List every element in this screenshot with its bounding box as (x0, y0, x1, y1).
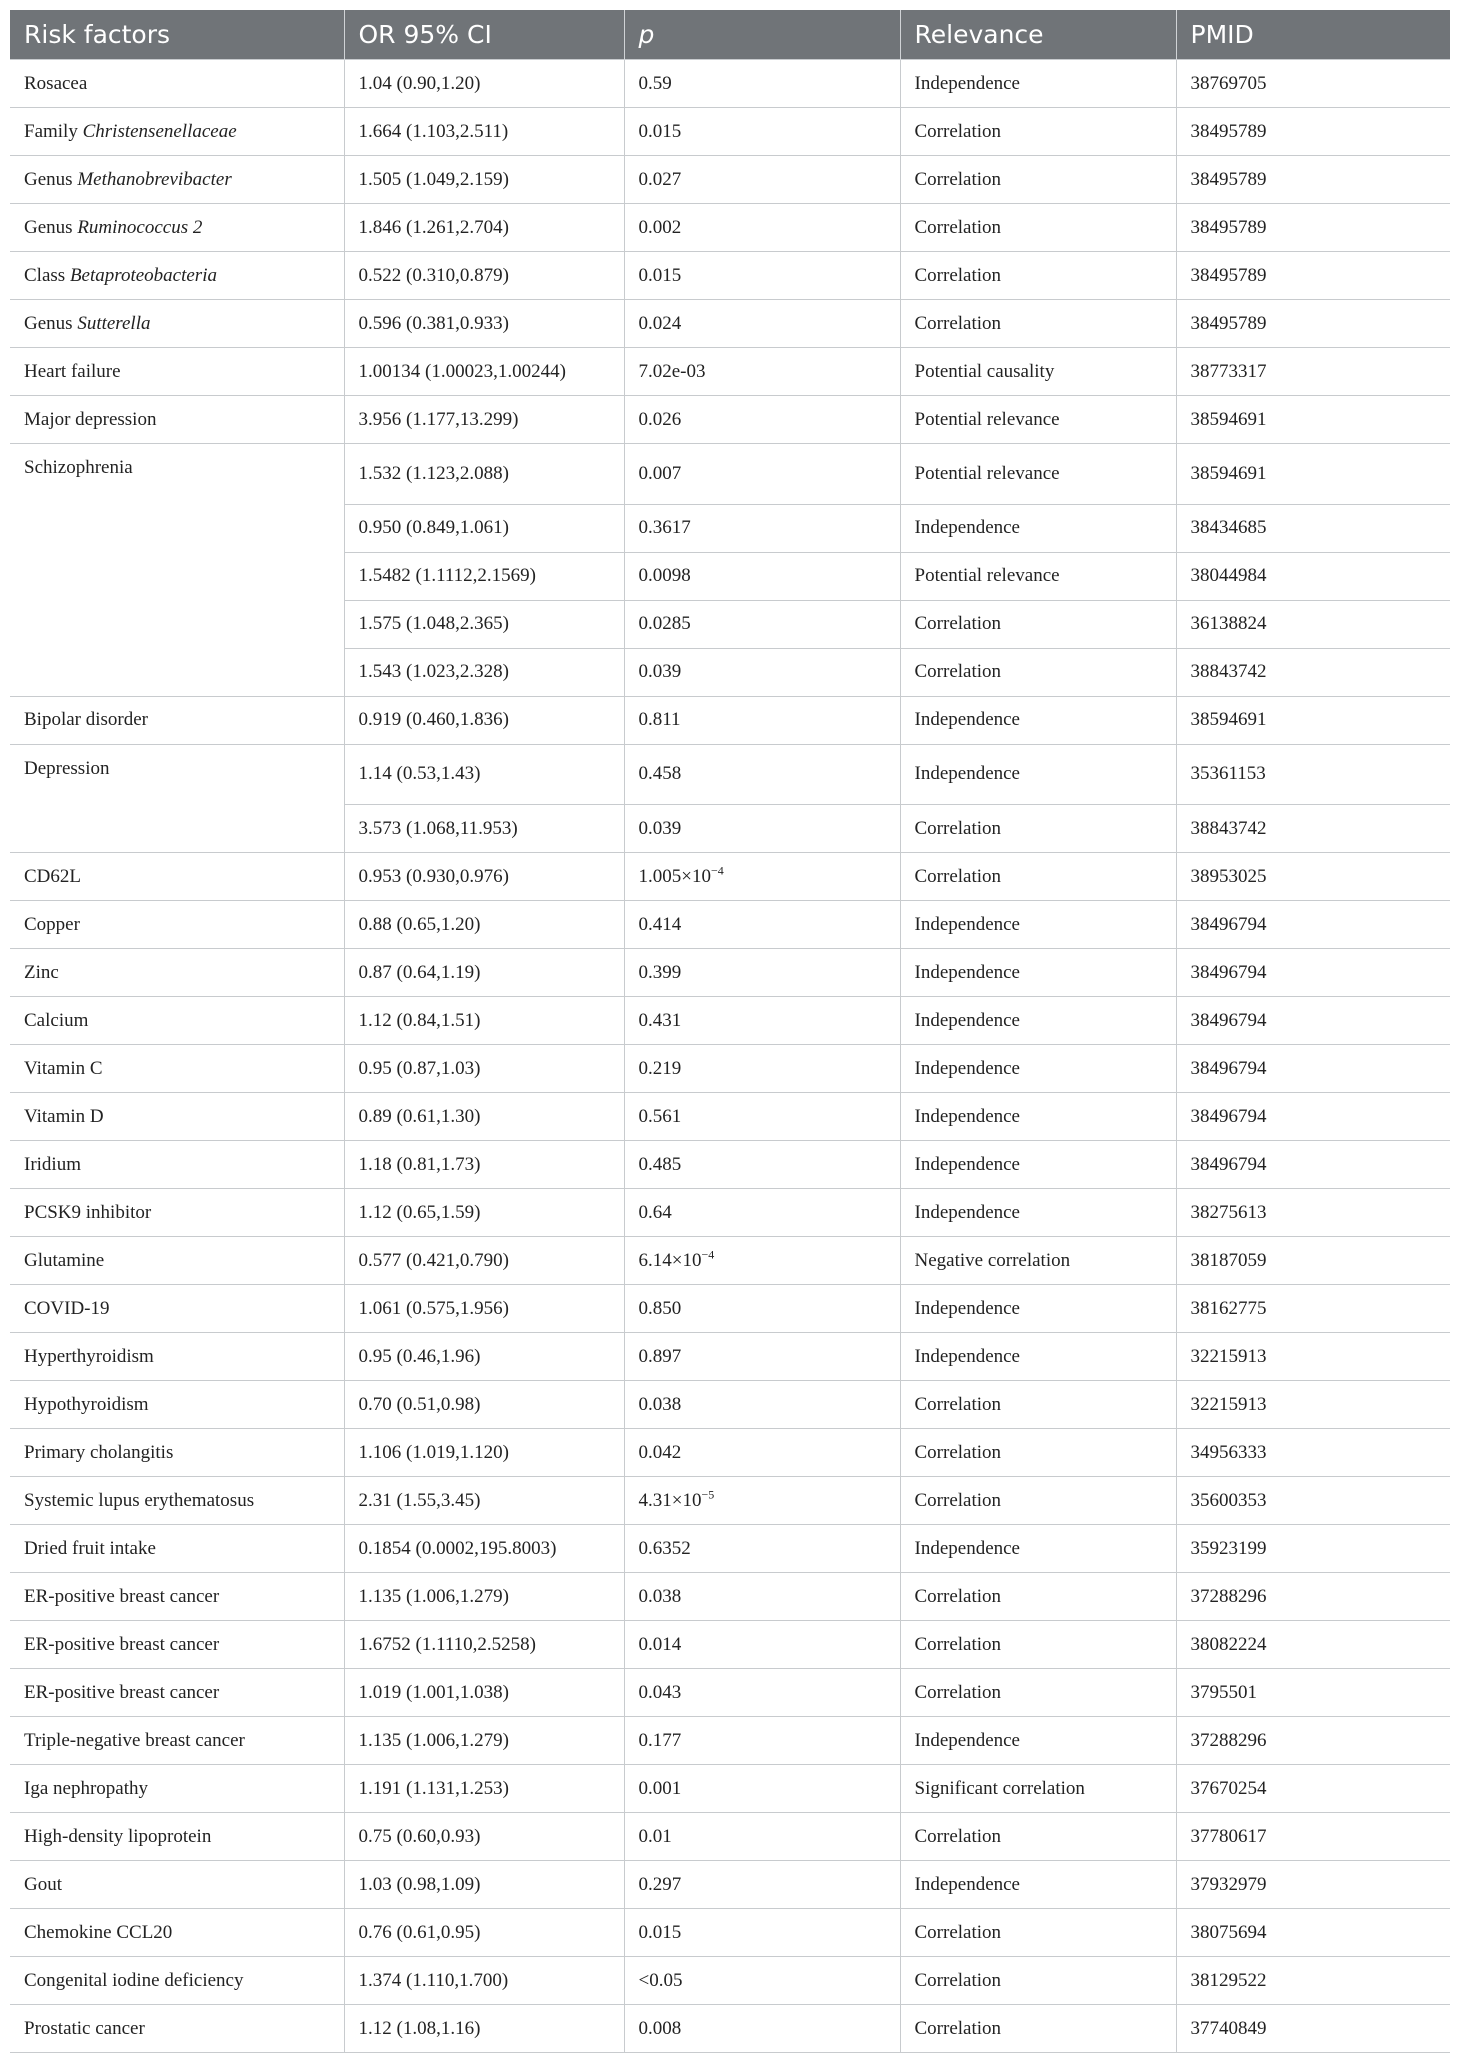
cell-relevance: Independence (900, 1045, 1176, 1093)
cell-pmid: 38075694 (1176, 1909, 1450, 1957)
cell-p-value: 0.297 (624, 1861, 900, 1909)
cell-pmid: 35600353 (1176, 1477, 1450, 1525)
cell-p-value: 0.811 (624, 696, 900, 744)
cell-relevance: Correlation (900, 805, 1176, 853)
cell-p-value: 0.458 (624, 744, 900, 805)
cell-or-ci: 1.135 (1.006,1.279) (344, 1573, 624, 1621)
cell-pmid: 38496794 (1176, 1045, 1450, 1093)
table-body (10, 60, 1450, 2053)
cell-p-value: 0.3617 (624, 504, 900, 552)
cell-relevance: Independence (900, 1141, 1176, 1189)
cell-or-ci: 1.5482 (1.1112,2.1569) (344, 552, 624, 600)
cell-risk-factor: Rosacea (10, 60, 344, 108)
table-row (10, 696, 1450, 744)
table-row (10, 1285, 1450, 1333)
header-risk-factors[interactable]: Risk factors (10, 10, 344, 60)
cell-p-value: 0.038 (624, 1381, 900, 1429)
cell-pmid: 38496794 (1176, 1093, 1450, 1141)
risk-factors-table (10, 10, 1450, 2053)
cell-or-ci: 3.573 (1.068,11.953) (344, 805, 624, 853)
table-row (10, 1237, 1450, 1285)
cell-p-value: 0.561 (624, 1093, 900, 1141)
header-or-ci[interactable]: OR 95% CI (344, 10, 624, 60)
cell-or-ci: 1.575 (1.048,2.365) (344, 600, 624, 648)
cell-or-ci: 0.953 (0.930,0.976) (344, 853, 624, 901)
cell-relevance: Correlation (900, 1429, 1176, 1477)
cell-or-ci: 1.846 (1.261,2.704) (344, 204, 624, 252)
cell-pmid: 38187059 (1176, 1237, 1450, 1285)
cell-risk-factor: High-density lipoprotein (10, 1813, 344, 1861)
cell-risk-factor: Iga nephropathy (10, 1765, 344, 1813)
cell-pmid: 38594691 (1176, 444, 1450, 505)
cell-or-ci: 0.95 (0.46,1.96) (344, 1333, 624, 1381)
cell-relevance: Independence (900, 1861, 1176, 1909)
table-row (10, 744, 1450, 805)
cell-pmid: 38953025 (1176, 853, 1450, 901)
cell-risk-factor: Schizophrenia (10, 444, 344, 505)
cell-p-value: 0.015 (624, 108, 900, 156)
cell-p-value: 0.431 (624, 997, 900, 1045)
cell-relevance: Correlation (900, 1909, 1176, 1957)
table-row (10, 1477, 1450, 1525)
table-row (10, 997, 1450, 1045)
cell-risk-factor: Gout (10, 1861, 344, 1909)
cell-risk-factor: Hypothyroidism (10, 1381, 344, 1429)
cell-risk-factor: Dried fruit intake (10, 1525, 344, 1573)
cell-relevance: Independence (900, 1189, 1176, 1237)
cell-p-value: 0.015 (624, 252, 900, 300)
cell-p-value: 0.014 (624, 1621, 900, 1669)
cell-risk-factor: Depression (10, 744, 344, 805)
cell-or-ci: 0.88 (0.65,1.20) (344, 901, 624, 949)
cell-or-ci: 1.00134 (1.00023,1.00244) (344, 348, 624, 396)
cell-pmid: 38594691 (1176, 396, 1450, 444)
cell-risk-factor: PCSK9 inhibitor (10, 1189, 344, 1237)
cell-p-value: 0.002 (624, 204, 900, 252)
table-row (10, 1765, 1450, 1813)
cell-p-value: 0.008 (624, 2005, 900, 2053)
cell-risk-factor: Calcium (10, 997, 344, 1045)
cell-pmid: 37780617 (1176, 1813, 1450, 1861)
table-row (10, 396, 1450, 444)
cell-or-ci: 0.522 (0.310,0.879) (344, 252, 624, 300)
cell-or-ci: 1.019 (1.001,1.038) (344, 1669, 624, 1717)
cell-pmid: 38495789 (1176, 300, 1450, 348)
cell-p-value: 0.007 (624, 444, 900, 505)
risk-factor-rank: Genus (24, 216, 78, 238)
p-value-exponent: −5 (701, 1487, 715, 1502)
cell-pmid: 37932979 (1176, 1861, 1450, 1909)
cell-or-ci: 1.505 (1.049,2.159) (344, 156, 624, 204)
cell-pmid: 34956333 (1176, 1429, 1450, 1477)
cell-risk-factor: Primary cholangitis (10, 1429, 344, 1477)
cell-pmid: 36138824 (1176, 600, 1450, 648)
cell-risk-factor (10, 252, 344, 300)
cell-pmid: 38495789 (1176, 252, 1450, 300)
cell-relevance: Independence (900, 901, 1176, 949)
table-row (10, 552, 1450, 600)
cell-pmid: 38843742 (1176, 805, 1450, 853)
cell-pmid: 38082224 (1176, 1621, 1450, 1669)
table-row (10, 1621, 1450, 1669)
risk-factor-rank: Genus (24, 312, 78, 334)
cell-pmid: 38496794 (1176, 901, 1450, 949)
cell-pmid: 38129522 (1176, 1957, 1450, 2005)
p-value-base: 6.14×10 (638, 1249, 702, 1271)
cell-pmid: 37288296 (1176, 1573, 1450, 1621)
cell-or-ci: 1.664 (1.103,2.511) (344, 108, 624, 156)
table-row (10, 156, 1450, 204)
risk-factor-taxon: Ruminococcus 2 (77, 216, 203, 238)
cell-risk-factor: Prostatic cancer (10, 2005, 344, 2053)
cell-pmid: 38843742 (1176, 648, 1450, 696)
cell-risk-factor: Vitamin C (10, 1045, 344, 1093)
cell-or-ci: 0.596 (0.381,0.933) (344, 300, 624, 348)
header-p[interactable]: p (624, 10, 900, 60)
cell-risk-factor: Bipolar disorder (10, 696, 344, 744)
cell-p-value: 0.038 (624, 1573, 900, 1621)
cell-or-ci: 0.950 (0.849,1.061) (344, 504, 624, 552)
cell-risk-factor (10, 300, 344, 348)
risk-factors-table-container (10, 10, 1450, 2053)
cell-or-ci: 0.87 (0.64,1.19) (344, 949, 624, 997)
cell-risk-factor (10, 504, 344, 552)
table-row (10, 1669, 1450, 1717)
cell-pmid: 38496794 (1176, 1141, 1450, 1189)
table-row (10, 1717, 1450, 1765)
cell-risk-factor: Vitamin D (10, 1093, 344, 1141)
cell-or-ci: 1.543 (1.023,2.328) (344, 648, 624, 696)
table-row (10, 1525, 1450, 1573)
cell-p-value (624, 1477, 900, 1525)
cell-p-value: 0.001 (624, 1765, 900, 1813)
cell-relevance: Correlation (900, 1477, 1176, 1525)
cell-pmid: 37740849 (1176, 2005, 1450, 2053)
cell-risk-factor (10, 108, 344, 156)
cell-p-value: 0.0098 (624, 552, 900, 600)
cell-relevance: Correlation (900, 1957, 1176, 2005)
table-row (10, 1045, 1450, 1093)
cell-or-ci: 0.75 (0.60,0.93) (344, 1813, 624, 1861)
table-row (10, 1189, 1450, 1237)
table-row (10, 1381, 1450, 1429)
cell-or-ci: 0.76 (0.61,0.95) (344, 1909, 624, 1957)
cell-relevance: Correlation (900, 2005, 1176, 2053)
cell-risk-factor (10, 805, 344, 853)
table-row (10, 444, 1450, 505)
cell-pmid: 38275613 (1176, 1189, 1450, 1237)
cell-relevance: Independence (900, 696, 1176, 744)
cell-risk-factor (10, 600, 344, 648)
cell-relevance: Correlation (900, 252, 1176, 300)
table-row (10, 108, 1450, 156)
cell-pmid: 38495789 (1176, 108, 1450, 156)
cell-risk-factor: COVID-19 (10, 1285, 344, 1333)
cell-p-value: 0.64 (624, 1189, 900, 1237)
cell-pmid: 38044984 (1176, 552, 1450, 600)
cell-pmid: 38495789 (1176, 156, 1450, 204)
cell-p-value: 0.043 (624, 1669, 900, 1717)
cell-relevance: Potential causality (900, 348, 1176, 396)
risk-factor-rank: Class (24, 264, 70, 286)
cell-or-ci: 0.70 (0.51,0.98) (344, 1381, 624, 1429)
cell-p-value: <0.05 (624, 1957, 900, 2005)
table-header-row (10, 10, 1450, 60)
table-row (10, 348, 1450, 396)
cell-relevance: Potential relevance (900, 552, 1176, 600)
cell-relevance: Independence (900, 60, 1176, 108)
cell-relevance: Correlation (900, 156, 1176, 204)
cell-or-ci: 0.577 (0.421,0.790) (344, 1237, 624, 1285)
cell-relevance: Correlation (900, 853, 1176, 901)
cell-relevance: Negative correlation (900, 1237, 1176, 1285)
cell-p-value: 0.042 (624, 1429, 900, 1477)
cell-risk-factor (10, 204, 344, 252)
cell-risk-factor: Zinc (10, 949, 344, 997)
cell-pmid: 38594691 (1176, 696, 1450, 744)
table-row (10, 1141, 1450, 1189)
risk-factor-taxon: Christensenellaceae (82, 120, 237, 142)
p-value-exponent: −4 (701, 1247, 715, 1262)
cell-relevance: Correlation (900, 1669, 1176, 1717)
cell-relevance: Independence (900, 504, 1176, 552)
table-row (10, 1333, 1450, 1381)
cell-pmid: 38495789 (1176, 204, 1450, 252)
cell-or-ci: 1.14 (0.53,1.43) (344, 744, 624, 805)
table-row (10, 901, 1450, 949)
cell-relevance: Independence (900, 949, 1176, 997)
cell-or-ci: 1.04 (0.90,1.20) (344, 60, 624, 108)
cell-p-value: 7.02e-03 (624, 348, 900, 396)
cell-pmid: 32215913 (1176, 1381, 1450, 1429)
cell-pmid: 38769705 (1176, 60, 1450, 108)
cell-p-value: 0.414 (624, 901, 900, 949)
cell-risk-factor: Glutamine (10, 1237, 344, 1285)
table-row (10, 853, 1450, 901)
risk-factor-taxon: Sutterella (77, 312, 151, 334)
cell-p-value: 0.01 (624, 1813, 900, 1861)
cell-p-value: 0.485 (624, 1141, 900, 1189)
cell-or-ci: 1.191 (1.131,1.253) (344, 1765, 624, 1813)
cell-p-value: 0.399 (624, 949, 900, 997)
p-value-base: 4.31×10 (638, 1489, 702, 1511)
cell-pmid: 38773317 (1176, 348, 1450, 396)
cell-relevance: Independence (900, 1093, 1176, 1141)
cell-or-ci: 1.106 (1.019,1.120) (344, 1429, 624, 1477)
cell-risk-factor (10, 552, 344, 600)
table-row (10, 2005, 1450, 2053)
cell-p-value: 0.027 (624, 156, 900, 204)
cell-relevance: Correlation (900, 1621, 1176, 1669)
table-row (10, 1861, 1450, 1909)
table-row (10, 805, 1450, 853)
cell-risk-factor: ER-positive breast cancer (10, 1669, 344, 1717)
cell-or-ci: 1.03 (0.98,1.09) (344, 1861, 624, 1909)
cell-risk-factor: Hyperthyroidism (10, 1333, 344, 1381)
cell-or-ci: 1.12 (1.08,1.16) (344, 2005, 624, 2053)
table-row (10, 1573, 1450, 1621)
cell-relevance: Correlation (900, 648, 1176, 696)
cell-risk-factor (10, 648, 344, 696)
cell-relevance: Correlation (900, 204, 1176, 252)
cell-risk-factor: Systemic lupus erythematosus (10, 1477, 344, 1525)
table-row (10, 1909, 1450, 1957)
cell-pmid: 38162775 (1176, 1285, 1450, 1333)
cell-risk-factor: Copper (10, 901, 344, 949)
cell-or-ci: 1.532 (1.123,2.088) (344, 444, 624, 505)
table-row (10, 252, 1450, 300)
table-row (10, 1813, 1450, 1861)
cell-pmid: 37288296 (1176, 1717, 1450, 1765)
cell-or-ci: 1.6752 (1.1110,2.5258) (344, 1621, 624, 1669)
table-row (10, 600, 1450, 648)
table-row (10, 504, 1450, 552)
cell-risk-factor: Triple-negative breast cancer (10, 1717, 344, 1765)
cell-risk-factor: ER-positive breast cancer (10, 1573, 344, 1621)
cell-pmid: 38496794 (1176, 949, 1450, 997)
cell-or-ci: 1.135 (1.006,1.279) (344, 1717, 624, 1765)
risk-factor-rank: Family (24, 120, 83, 142)
p-value-exponent: −4 (710, 863, 724, 878)
cell-relevance: Potential relevance (900, 396, 1176, 444)
table-row (10, 648, 1450, 696)
cell-relevance: Independence (900, 744, 1176, 805)
cell-relevance: Independence (900, 997, 1176, 1045)
cell-risk-factor: Iridium (10, 1141, 344, 1189)
risk-factor-taxon: Methanobrevibacter (77, 168, 232, 190)
cell-p-value: 0.015 (624, 1909, 900, 1957)
cell-pmid: 38496794 (1176, 997, 1450, 1045)
cell-pmid: 37670254 (1176, 1765, 1450, 1813)
cell-or-ci: 1.374 (1.110,1.700) (344, 1957, 624, 2005)
cell-risk-factor: Chemokine CCL20 (10, 1909, 344, 1957)
cell-or-ci: 0.1854 (0.0002,195.8003) (344, 1525, 624, 1573)
p-value-base: 1.005×10 (638, 865, 711, 887)
cell-or-ci: 1.061 (0.575,1.956) (344, 1285, 624, 1333)
cell-or-ci: 2.31 (1.55,3.45) (344, 1477, 624, 1525)
cell-p-value: 0.0285 (624, 600, 900, 648)
risk-factor-taxon: Betaproteobacteria (69, 264, 217, 286)
cell-relevance: Correlation (900, 1573, 1176, 1621)
cell-or-ci: 1.12 (0.65,1.59) (344, 1189, 624, 1237)
cell-p-value: 0.897 (624, 1333, 900, 1381)
cell-p-value (624, 1237, 900, 1285)
cell-pmid: 35923199 (1176, 1525, 1450, 1573)
cell-relevance: Correlation (900, 1813, 1176, 1861)
cell-or-ci: 0.89 (0.61,1.30) (344, 1093, 624, 1141)
cell-or-ci: 1.12 (0.84,1.51) (344, 997, 624, 1045)
cell-relevance: Potential relevance (900, 444, 1176, 505)
cell-risk-factor: Heart failure (10, 348, 344, 396)
header-pmid[interactable]: PMID (1176, 10, 1450, 60)
table-row (10, 204, 1450, 252)
cell-p-value: 0.219 (624, 1045, 900, 1093)
cell-p-value: 0.026 (624, 396, 900, 444)
cell-risk-factor: CD62L (10, 853, 344, 901)
cell-or-ci: 0.95 (0.87,1.03) (344, 1045, 624, 1093)
cell-risk-factor: Congenital iodine deficiency (10, 1957, 344, 2005)
cell-relevance: Correlation (900, 1381, 1176, 1429)
cell-relevance: Independence (900, 1333, 1176, 1381)
cell-p-value: 0.6352 (624, 1525, 900, 1573)
cell-risk-factor: ER-positive breast cancer (10, 1621, 344, 1669)
cell-relevance: Significant correlation (900, 1765, 1176, 1813)
cell-or-ci: 0.919 (0.460,1.836) (344, 696, 624, 744)
table-row (10, 1429, 1450, 1477)
header-relevance[interactable]: Relevance (900, 10, 1176, 60)
risk-factor-rank: Genus (24, 168, 78, 190)
cell-risk-factor: Major depression (10, 396, 344, 444)
cell-p-value: 0.039 (624, 648, 900, 696)
cell-p-value: 0.850 (624, 1285, 900, 1333)
table-row (10, 1957, 1450, 2005)
cell-pmid: 38434685 (1176, 504, 1450, 552)
table-row (10, 1093, 1450, 1141)
cell-or-ci: 1.18 (0.81,1.73) (344, 1141, 624, 1189)
table-row (10, 300, 1450, 348)
cell-relevance: Correlation (900, 600, 1176, 648)
cell-or-ci: 3.956 (1.177,13.299) (344, 396, 624, 444)
cell-pmid: 3795501 (1176, 1669, 1450, 1717)
cell-p-value: 0.177 (624, 1717, 900, 1765)
cell-relevance: Independence (900, 1717, 1176, 1765)
cell-p-value: 0.024 (624, 300, 900, 348)
cell-p-value: 0.59 (624, 60, 900, 108)
cell-relevance: Correlation (900, 300, 1176, 348)
cell-risk-factor (10, 156, 344, 204)
cell-p-value: 0.039 (624, 805, 900, 853)
cell-pmid: 32215913 (1176, 1333, 1450, 1381)
cell-relevance: Correlation (900, 108, 1176, 156)
table-row (10, 949, 1450, 997)
table-row (10, 60, 1450, 108)
cell-relevance: Independence (900, 1525, 1176, 1573)
cell-relevance: Independence (900, 1285, 1176, 1333)
cell-p-value (624, 853, 900, 901)
cell-pmid: 35361153 (1176, 744, 1450, 805)
